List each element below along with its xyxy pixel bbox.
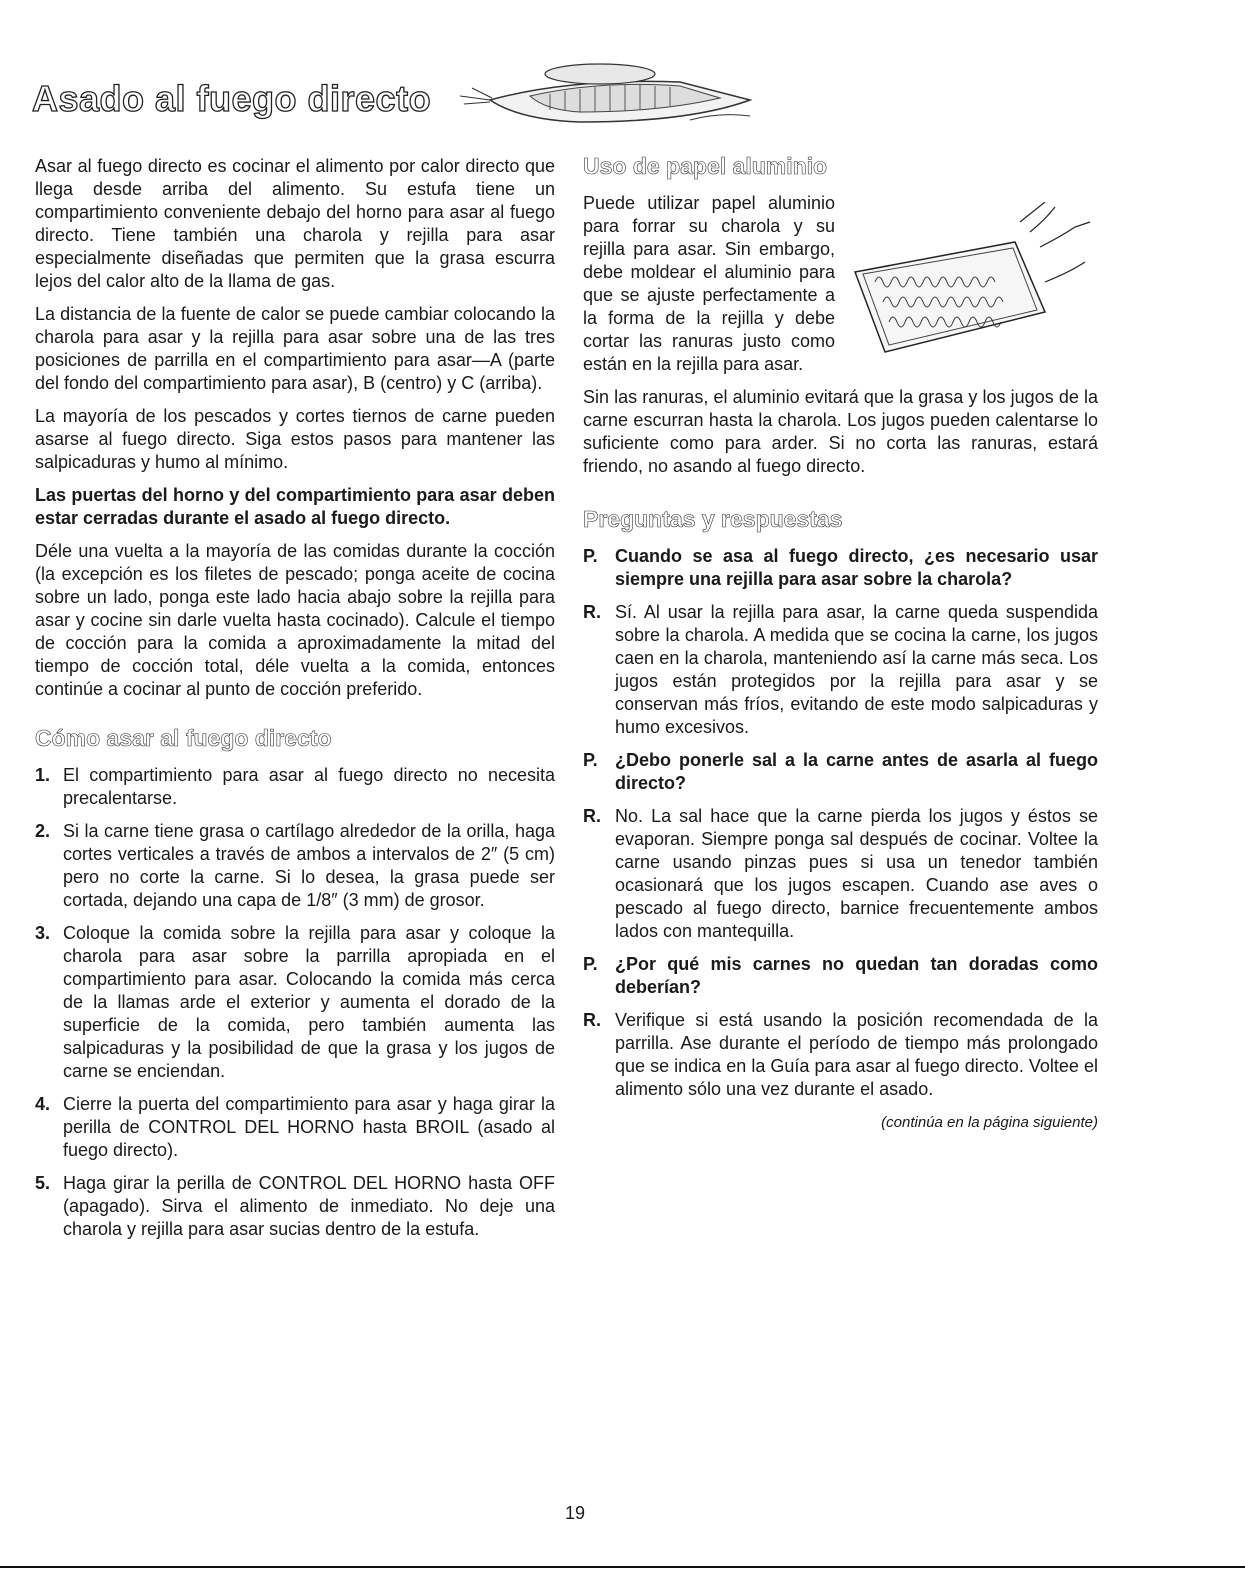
page-number: 19 (564, 1503, 586, 1523)
bottom-rule (0, 1566, 1245, 1568)
question-text: Cuando se asa al fuego directo, ¿es necesario usar siempre una rejilla para asar sobre la charola? (615, 546, 1098, 589)
intro-paragraph-2: La distancia de la fuente de calor se puede cambiar colocando la charola para asar y la rejilla para asar sobre una de las tres posiciones de parrilla en el compartimiento para asar—A (parte del fondo del compartimiento para asar), B (centro) y C (arriba). (35, 304, 555, 393)
question-text: ¿Debo ponerle sal a la carne antes de asarla al fuego directo? (615, 750, 1098, 793)
answer-marker: R. (583, 1010, 601, 1030)
step-number: 3. (35, 923, 51, 943)
step-text: El compartimiento para asar al fuego directo no necesita precalentarse. (63, 765, 555, 808)
broiler-pan-illustration (450, 60, 770, 130)
step-number: 5. (35, 1173, 51, 1193)
answer (583, 805, 1098, 943)
how-to-broil-heading: Cómo asar al fuego directo (35, 725, 332, 751)
page-title: Asado al fuego directo (32, 78, 432, 119)
answer-marker: R. (583, 806, 601, 826)
answer (583, 601, 1098, 739)
continued-note: (continúa en la página siguiente) (881, 1114, 1098, 1131)
step-number: 4. (35, 1094, 51, 1114)
step-text: Si la carne tiene grasa o cartílago alrededor de la orilla, haga cortes verticales a través de ambos a intervalos de 2″ (5 cm) pero no corte la carne. Si lo desea, la grasa puede ser cortada, dejando una capa de 1/8″ (3 mm) de grosor. (63, 821, 555, 910)
doors-warning: Las puertas del horno y del compartimiento para asar deben estar cerradas durante el asado al fuego directo. (35, 485, 555, 528)
qa-heading: Preguntas y respuestas (583, 506, 843, 532)
step-text: Cierre la puerta del compartimiento para asar y haga girar la perilla de CONTROL DEL HORNO hasta BROIL (asado al fuego directo). (63, 1094, 555, 1160)
list-item (35, 820, 555, 912)
list-item (35, 1172, 555, 1241)
step-number: 2. (35, 821, 51, 841)
foil-block (583, 192, 1098, 376)
answer-marker: R. (583, 602, 601, 622)
question-text: ¿Por qué mis carnes no quedan tan doradas como deberían? (615, 954, 1098, 997)
question (583, 545, 1098, 591)
list-item (35, 764, 555, 810)
question-marker: P. (583, 546, 598, 566)
answer (583, 1009, 1098, 1101)
list-item (35, 922, 555, 1083)
intro-paragraph-1: Asar al fuego directo es cocinar el alimento por calor directo que llega desde arriba del alimento. Su estufa tiene un compartimiento conveniente debajo del horno para asar al fuego directo. Tiene también una charola y rejilla para asar especialmente diseñadas que permiten que la grasa escurra lejos del calor alto de la llama de gas. (35, 156, 555, 291)
right-column (583, 155, 1098, 1134)
question-marker: P. (583, 750, 598, 770)
list-item (35, 1093, 555, 1162)
left-column (35, 155, 555, 1251)
aluminum-foil-heading: Uso de papel aluminio (583, 153, 828, 179)
turn-food-paragraph: Déle una vuelta a la mayoría de las comidas durante la cocción (la excepción es los filetes de pescado; ponga aceite de cocina sobre un lado, ponga este lado hacia abajo sobre la rejilla para asar y cocine sin darle vuelta hasta cocinado). Calcule el tiempo de cocción para la comida a aproximadamente la mitad del tiempo de cocción total, déle vuelta a la comida, entonces continúe a cocinar al punto de cocción preferido. (35, 541, 555, 699)
intro-paragraph-3: La mayoría de los pescados y cortes tiernos de carne pueden asarse al fuego directo. Siga estos pasos para mantener las salpicaduras y humo al mínimo. (35, 406, 555, 472)
step-text: Haga girar la perilla de CONTROL DEL HORNO hasta OFF (apagado). Sirva el alimento de inmediato. No deje una charola y rejilla para asar sucias dentro de la estufa. (63, 1173, 555, 1239)
question (583, 749, 1098, 795)
broil-steps-list (35, 764, 555, 1241)
question (583, 953, 1098, 999)
answer-text: No. La sal hace que la carne pierda los jugos y éstos se evaporan. Siempre ponga sal después de cocinar. Voltee la carne usando pinzas pues si usa un tenedor también ocasionará que los jugos escapen. Cuando ase aves o pescado al fuego directo, barnice frecuentemente ambos lados con mantequilla. (615, 806, 1098, 941)
question-marker: P. (583, 954, 598, 974)
foil-grid-illustration (845, 202, 1095, 377)
foil-paragraph-1: Puede utilizar papel aluminio para forrar su charola y su rejilla para asar. Sin embargo, debe moldear el aluminio para que se ajuste perfectamente a la forma de la rejilla y debe cortar las ranuras justo como están en la rejilla para asar. (583, 193, 835, 374)
step-number: 1. (35, 765, 51, 785)
answer-text: Verifique si está usando la posición recomendada de la parrilla. Ase durante el período de tiempo más prolongado que se indica en la Guía para asar al fuego directo. Voltee el alimento sólo una vez durante el asado. (615, 1010, 1098, 1099)
foil-paragraph-2: Sin las ranuras, el aluminio evitará que la grasa y los jugos de la carne escurran hasta la charola. Los jugos pueden calentarse lo suficiente como para arder. Si no corta las ranuras, estará friendo, no asando al fuego directo. (583, 387, 1098, 476)
step-text: Coloque la comida sobre la rejilla para asar y coloque la charola para asar sobre la parrilla apropiada en el compartimiento para asar. Colocando la comida más cerca de la llamas arde el exterior y aumenta el dorado de la superficie de la comida, pero también aumenta las salpicaduras y la posibilidad de que la grasa y los jugos de carne se enciendan. (63, 923, 555, 1081)
answer-text: Sí. Al usar la rejilla para asar, la carne queda suspendida sobre la charola. A medida que se cocina la carne, los jugos caen en la charola, manteniendo así la carne más seca. Los jugos están protegidos por la rejilla para asar y se conservan más fríos, evitando de este modo salpicaduras y humo excesivos. (615, 602, 1098, 737)
